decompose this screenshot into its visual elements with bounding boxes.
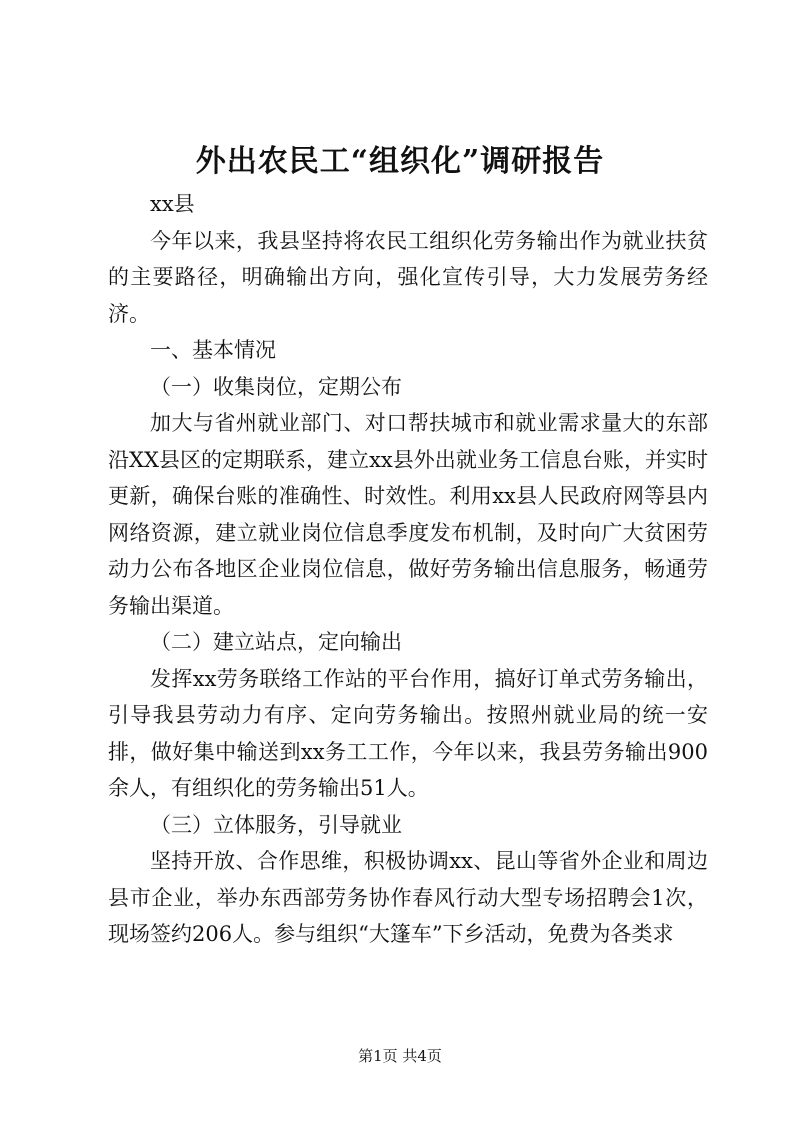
paragraph-subsection-1: 加大与省州就业部门、对口帮扶城市和就业需求量大的东部沿XX县区的定期联系，建立xx县外出就业务工信息台账，并实时更新，确保台账的准确性、时效性。利用xx县人民政府网等县内网络资源，建立就业岗位信息季度发布机制，及时向广大贫困劳动力公布各地区企业岗位信息，做好劳务输出信息服务，畅通劳务输出渠道。	[108, 411, 708, 618]
paragraph-intro: 今年以来，我县坚持将农民工组织化劳务输出作为就业扶贫的主要路径，明确输出方向，强化宣传引导，大力发展劳务经济。	[108, 228, 708, 326]
page-footer: 第1页 共4页	[358, 1047, 442, 1065]
paragraph-county: xx县	[150, 192, 195, 216]
subsection-heading-2: （二）建立站点，定向输出	[150, 630, 402, 654]
subsection-heading-1: （一）收集岗位，定期公布	[150, 374, 402, 399]
paragraph-subsection-3: 坚持开放、合作思维，积极协调xx、昆山等省外企业和周边县市企业，举办东西部劳务协作春风行动大型专场招聘会1次，现场签约206人。参与组织“大篷车”下乡活动，免费为各类求	[108, 849, 708, 946]
paragraph-subsection-2: 发挥xx劳务联络工作站的平台作用，搞好订单式劳务输出，引导我县劳动力有序、定向劳务输出。按照州就业局的统一安排，做好集中输送到xx务工工作，今年以来，我县劳务输出900余人，有组织化的劳务输出51人。	[108, 666, 708, 800]
document-body	[108, 186, 708, 953]
section-heading-basic-situation: 一、基本情况	[150, 338, 276, 362]
document-title: 外出农民工“组织化”调研报告	[195, 144, 605, 179]
subsection-heading-3: （三）立体服务，引导就业	[150, 812, 402, 837]
